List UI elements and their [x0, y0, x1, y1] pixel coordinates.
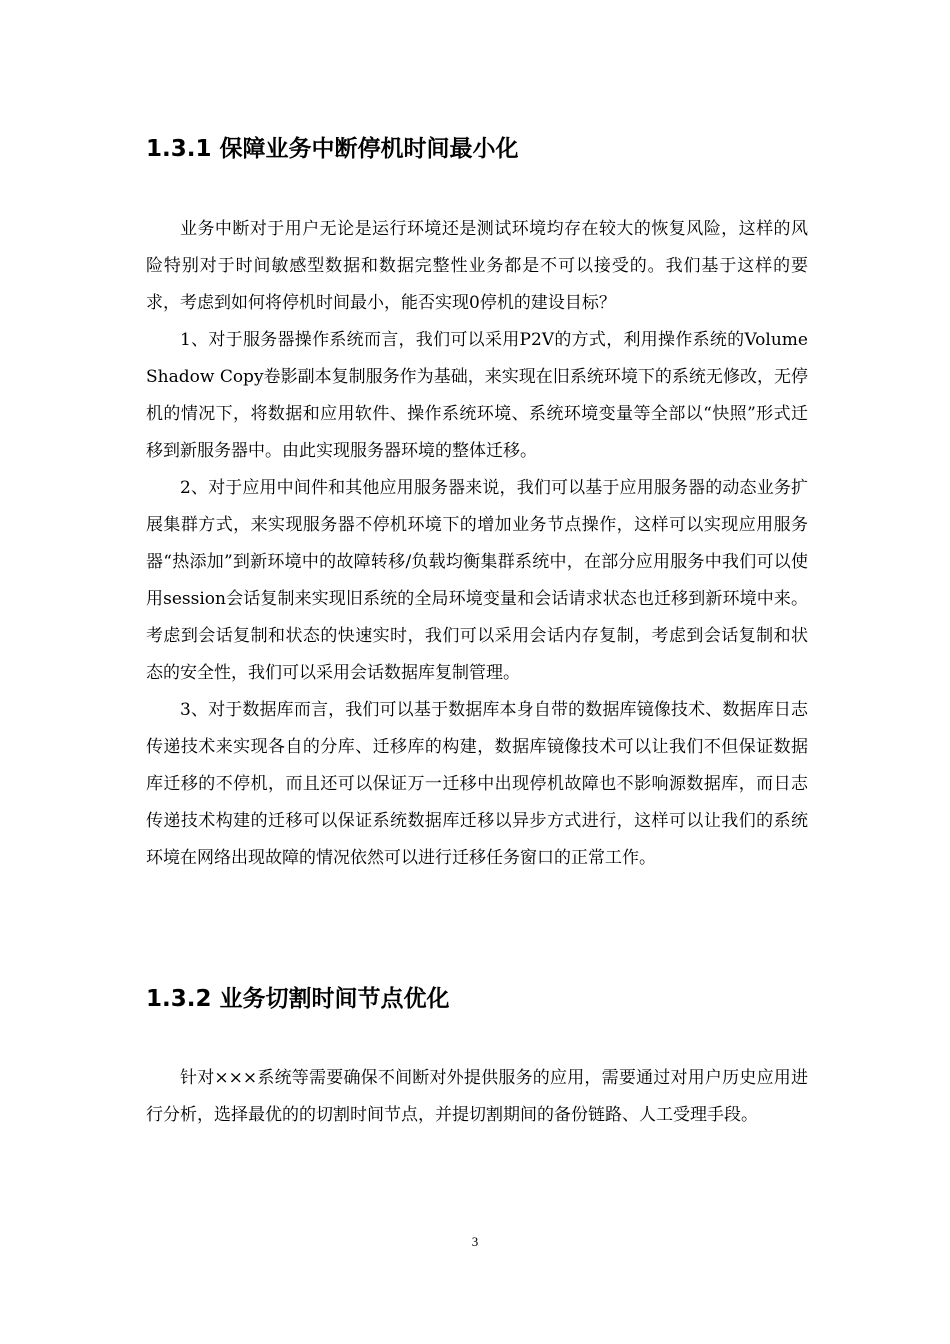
section-heading-1-3-1: 1.3.1 保障业务中断停机时间最小化 [146, 136, 519, 162]
section-body-1-3-2 [146, 1060, 808, 1134]
paragraph: 1、对于服务器操作系统而言，我们可以采用P2V的方式，利用操作系统的Volume Shadow Copy卷影副本复制服务作为基础，来实现在旧系统环境下的系统无修改，无停机的情况下，将数据和应用软件、操作系统环境、系统环境变量等全部以“快照”形式迁移到新服务器中。由此实现服务器环境的整体迁移。 [146, 330, 808, 461]
page-number: 3 [471, 1234, 479, 1249]
paragraph: 3、对于数据库而言，我们可以基于数据库本身自带的数据库镜像技术、数据库日志传递技术来实现各自的分库、迁移库的构建，数据库镜像技术可以让我们不但保证数据库迁移的不停机，而且还可以保证万一迁移中出现停机故障也不影响源数据库，而日志传递技术构建的迁移可以保证系统数据库迁移以异步方式进行，这样可以让我们的系统环境在网络出现故障的情况依然可以进行迁移任务窗口的正常工作。 [146, 700, 808, 868]
paragraph: 2、对于应用中间件和其他应用服务器来说，我们可以基于应用服务器的动态业务扩展集群方式，来实现服务器不停机环境下的增加业务节点操作，这样可以实现应用服务器“热添加”到新环境中的故障转移/负载均衡集群系统中，在部分应用服务中我们可以使用session会话复制来实现旧系统的全局环境变量和会话请求状态也迁移到新环境中来。考虑到会话复制和状态的快速实时，我们可以采用会话内存复制，考虑到会话复制和状态的安全性，我们可以采用会话数据库复制管理。 [146, 478, 808, 683]
paragraph: 业务中断对于用户无论是运行环境还是测试环境均存在较大的恢复风险，这样的风险特别对于时间敏感型数据和数据完整性业务都是不可以接受的。我们基于这样的要求，考虑到如何将停机时间最小，能否实现0停机的建设目标？ [146, 219, 808, 313]
section-body-1-3-1 [146, 211, 808, 877]
section-heading-1-3-2: 1.3.2 业务切割时间节点优化 [146, 986, 450, 1012]
paragraph: 针对×××系统等需要确保不间断对外提供服务的应用，需要通过对用户历史应用进行分析，选择最优的的切割时间节点，并提切割期间的备份链路、人工受理手段。 [146, 1068, 808, 1125]
